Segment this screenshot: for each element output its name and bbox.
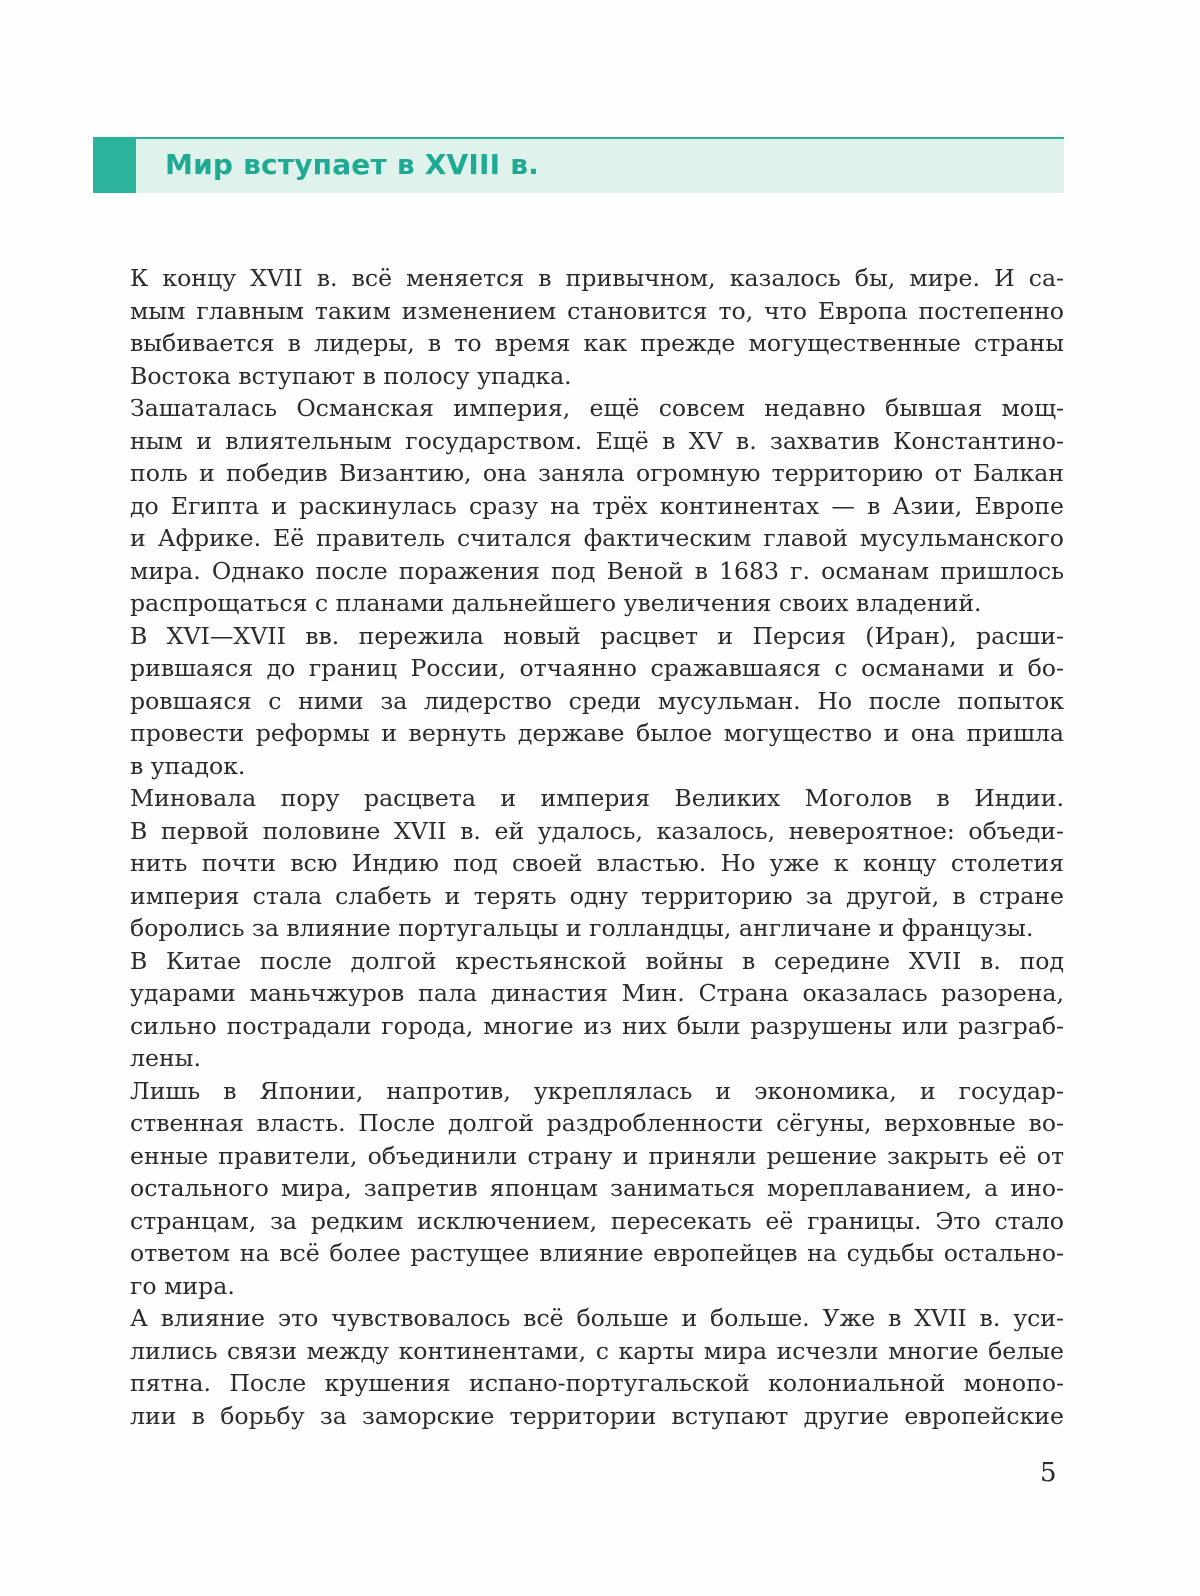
text-line: империя стала слабеть и терять одну территорию за другой, в стране	[130, 881, 1064, 910]
text-line: сильно пострадали города, многие из них были разрушены или разграб-	[130, 1011, 1064, 1040]
text-line: лии в борьбу за заморские территории вступают другие европейские	[130, 1401, 1064, 1430]
text-line: ственная власть. После долгой раздробленности сёгуны, верховные во-	[130, 1109, 1064, 1137]
text-line: распрощаться с планами дальнейшего увеличения своих владений.	[130, 589, 982, 617]
paragraph	[94, 782, 1064, 945]
text-line: ответом на всё более растущее влияние европейцев на судьбы остально-	[130, 1239, 1064, 1267]
text-line: К концу XVII в. всё меняется в привычном, казалось бы, мире. И са-	[130, 264, 1064, 292]
text-line: го мира.	[130, 1271, 235, 1300]
paragraph	[94, 392, 1064, 620]
text-line: ударами маньчжуров пала династия Мин. Страна оказалась разорена,	[130, 979, 1064, 1007]
text-line: Лишь в Японии, напротив, укреплялась и экономика, и государ-	[130, 1076, 1064, 1105]
text-line: лены.	[130, 1044, 201, 1072]
text-line: пятна. После крушения испано-португальской колониальной монопо-	[130, 1369, 1064, 1397]
text-line: А влияние это чувствовалось всё больше и больше. Уже в XVII в. уси-	[130, 1304, 1064, 1332]
text-line: В первой половине XVII в. ей удалось, казалось, невероятное: объеди-	[130, 816, 1064, 845]
text-line: странцам, за редким исключением, пересекать её границы. Это стало	[130, 1206, 1064, 1235]
text-line: мира. Однако после поражения под Веной в 1683 г. османам пришлось	[130, 556, 1064, 585]
text-line: Зашаталась Османская империя, ещё совсем недавно бывшая мощ-	[130, 394, 1064, 422]
text-line: мым главным таким изменением становится то, что Европа постепенно	[130, 296, 1064, 325]
text-line: до Египта и раскинулась сразу на трёх континентах — в Азии, Европе	[130, 491, 1064, 520]
header-accent-bar	[93, 137, 136, 193]
text-line: в упадок.	[130, 751, 246, 780]
text-line: остального мира, запретив японцам заниматься мореплаванием, а ино-	[130, 1174, 1064, 1202]
paragraph	[94, 945, 1064, 1075]
section-header	[93, 137, 1064, 193]
text-line: поль и победив Византию, она заняла огромную территорию от Балкан	[130, 459, 1064, 487]
body-text	[94, 262, 1064, 1432]
page-number: 5	[1040, 1458, 1057, 1488]
text-line: лились связи между континентами, с карты мира исчезли многие белые	[130, 1336, 1064, 1365]
text-line: ровшаяся с ними за лидерство среди мусульман. Но после попыток	[130, 686, 1064, 715]
text-line: В Китае после долгой крестьянской войны в середине XVII в. под	[130, 946, 1064, 975]
text-line: выбивается в лидеры, в то время как прежде могущественные страны	[130, 329, 1064, 357]
text-line: ным и влиятельным государством. Ещё в XV в. захватив Константино-	[130, 426, 1064, 455]
text-line: рившаяся до границ России, отчаянно сражавшаяся с османами и бо-	[130, 654, 1064, 682]
text-line: и Африке. Её правитель считался фактическим главой мусульманского	[130, 524, 1064, 552]
text-line: Востока вступают в полосу упадка.	[130, 361, 572, 390]
text-line: Миновала пору расцвета и империя Великих Моголов в Индии.	[130, 784, 1064, 812]
paragraph	[94, 620, 1064, 783]
text-line: енные правители, объединили страну и приняли решение закрыть её от	[130, 1141, 1064, 1170]
paragraph	[94, 1075, 1064, 1303]
text-line: нить почти всю Индию под своей властью. Но уже к концу столетия	[130, 849, 1064, 877]
paragraph	[94, 1302, 1064, 1432]
text-line: боролись за влияние португальцы и голландцы, англичане и французы.	[130, 914, 1034, 942]
paragraph	[94, 262, 1064, 392]
section-title: Мир вступает в XVIII в.	[165, 148, 539, 181]
text-line: провести реформы и вернуть державе былое могущество и она пришла	[130, 719, 1064, 747]
text-line: В XVI—XVII вв. пережила новый расцвет и Персия (Иран), расши-	[130, 621, 1064, 650]
